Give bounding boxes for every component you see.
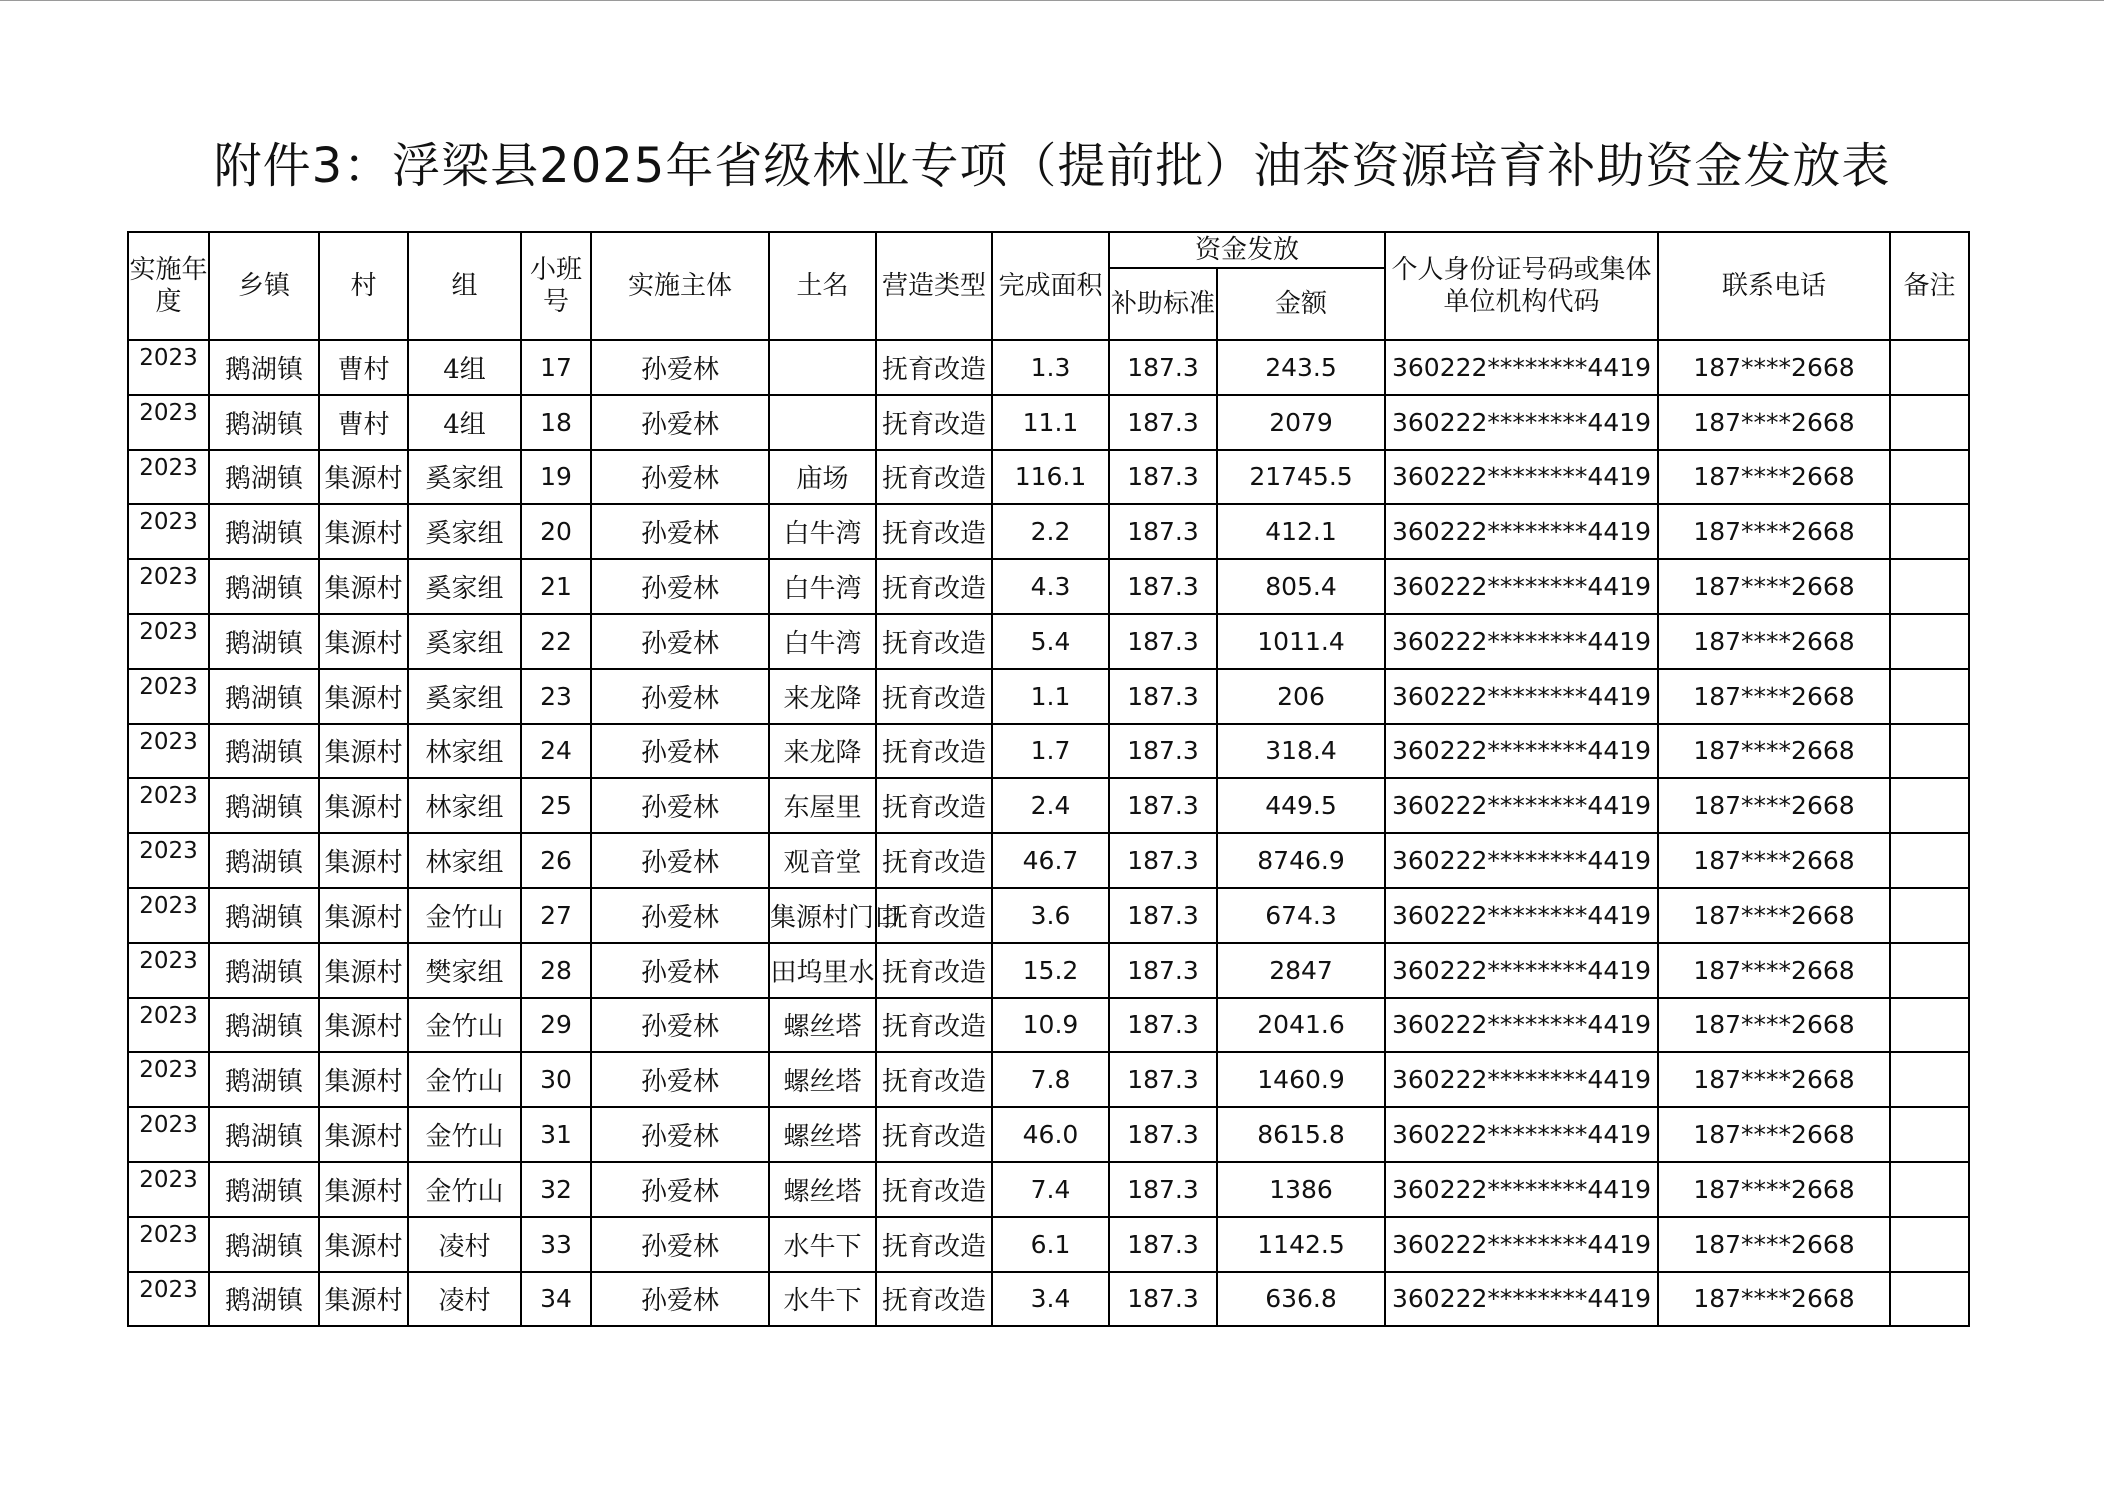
cell-plot: 24 xyxy=(521,724,591,779)
cell-amount: 805.4 xyxy=(1217,559,1385,614)
cell-standard: 187.3 xyxy=(1109,395,1217,450)
cell-phone: 187****2668 xyxy=(1658,778,1890,833)
header-note: 备注 xyxy=(1890,232,1969,340)
cell-land-name: 螺丝塔 xyxy=(769,1107,876,1162)
cell-group: 金竹山 xyxy=(408,1052,521,1107)
header-village: 村 xyxy=(319,232,408,340)
table-row xyxy=(128,1107,1969,1162)
cell-amount: 636.8 xyxy=(1217,1272,1385,1327)
cell-town: 鹅湖镇 xyxy=(209,833,319,888)
cell-standard: 187.3 xyxy=(1109,1272,1217,1327)
cell-amount: 1460.9 xyxy=(1217,1052,1385,1107)
cell-type: 抚育改造 xyxy=(876,998,992,1053)
cell-town: 鹅湖镇 xyxy=(209,1052,319,1107)
cell-village: 集源村 xyxy=(319,1272,408,1327)
cell-standard: 187.3 xyxy=(1109,833,1217,888)
cell-town: 鹅湖镇 xyxy=(209,669,319,724)
cell-type: 抚育改造 xyxy=(876,669,992,724)
cell-note xyxy=(1890,1272,1969,1327)
cell-id: 360222********4419 xyxy=(1385,724,1658,779)
cell-id: 360222********4419 xyxy=(1385,1217,1658,1272)
cell-id: 360222********4419 xyxy=(1385,943,1658,998)
cell-town: 鹅湖镇 xyxy=(209,559,319,614)
cell-subject: 孙爱林 xyxy=(591,395,769,450)
cell-standard: 187.3 xyxy=(1109,998,1217,1053)
cell-note xyxy=(1890,669,1969,724)
table-body xyxy=(128,340,1969,1326)
cell-phone: 187****2668 xyxy=(1658,724,1890,779)
cell-subject: 孙爱林 xyxy=(591,1217,769,1272)
cell-group: 林家组 xyxy=(408,778,521,833)
cell-phone: 187****2668 xyxy=(1658,1272,1890,1327)
cell-group: 林家组 xyxy=(408,724,521,779)
cell-land-name: 螺丝塔 xyxy=(769,1052,876,1107)
cell-year: 2023 xyxy=(128,1162,209,1217)
table-row xyxy=(128,1217,1969,1272)
table-row xyxy=(128,1272,1969,1327)
cell-note xyxy=(1890,833,1969,888)
cell-phone: 187****2668 xyxy=(1658,614,1890,669)
cell-phone: 187****2668 xyxy=(1658,998,1890,1053)
cell-phone: 187****2668 xyxy=(1658,669,1890,724)
cell-plot: 19 xyxy=(521,450,591,505)
cell-amount: 243.5 xyxy=(1217,340,1385,395)
cell-group: 金竹山 xyxy=(408,1107,521,1162)
cell-phone: 187****2668 xyxy=(1658,1107,1890,1162)
header-plot: 小班号 xyxy=(521,232,591,340)
cell-amount: 206 xyxy=(1217,669,1385,724)
cell-group: 樊家组 xyxy=(408,943,521,998)
cell-amount: 1386 xyxy=(1217,1162,1385,1217)
cell-village: 集源村 xyxy=(319,1217,408,1272)
cell-type: 抚育改造 xyxy=(876,450,992,505)
cell-subject: 孙爱林 xyxy=(591,998,769,1053)
cell-group: 奚家组 xyxy=(408,559,521,614)
cell-subject: 孙爱林 xyxy=(591,504,769,559)
cell-village: 集源村 xyxy=(319,833,408,888)
cell-subject: 孙爱林 xyxy=(591,833,769,888)
cell-group: 奚家组 xyxy=(408,450,521,505)
cell-village: 曹村 xyxy=(319,340,408,395)
subsidy-table xyxy=(127,231,1970,1327)
cell-type: 抚育改造 xyxy=(876,833,992,888)
cell-village: 集源村 xyxy=(319,1052,408,1107)
cell-year: 2023 xyxy=(128,559,209,614)
header-amount: 金额 xyxy=(1217,268,1385,340)
cell-type: 抚育改造 xyxy=(876,1052,992,1107)
cell-year: 2023 xyxy=(128,1272,209,1327)
cell-note xyxy=(1890,778,1969,833)
cell-type: 抚育改造 xyxy=(876,888,992,943)
cell-standard: 187.3 xyxy=(1109,340,1217,395)
cell-standard: 187.3 xyxy=(1109,614,1217,669)
page-top-border xyxy=(0,0,2104,1)
cell-plot: 17 xyxy=(521,340,591,395)
cell-year: 2023 xyxy=(128,504,209,559)
cell-area: 7.4 xyxy=(992,1162,1109,1217)
header-subject: 实施主体 xyxy=(591,232,769,340)
cell-land-name: 集源村门口 xyxy=(769,888,876,943)
cell-subject: 孙爱林 xyxy=(591,888,769,943)
cell-subject: 孙爱林 xyxy=(591,1162,769,1217)
cell-group: 金竹山 xyxy=(408,888,521,943)
cell-id: 360222********4419 xyxy=(1385,504,1658,559)
cell-town: 鹅湖镇 xyxy=(209,1107,319,1162)
cell-standard: 187.3 xyxy=(1109,559,1217,614)
cell-id: 360222********4419 xyxy=(1385,1272,1658,1327)
cell-village: 集源村 xyxy=(319,614,408,669)
cell-plot: 33 xyxy=(521,1217,591,1272)
cell-town: 鹅湖镇 xyxy=(209,888,319,943)
cell-village: 集源村 xyxy=(319,943,408,998)
cell-phone: 187****2668 xyxy=(1658,395,1890,450)
cell-land-name: 来龙降 xyxy=(769,724,876,779)
cell-plot: 18 xyxy=(521,395,591,450)
cell-subject: 孙爱林 xyxy=(591,614,769,669)
table-row xyxy=(128,559,1969,614)
cell-standard: 187.3 xyxy=(1109,888,1217,943)
cell-phone: 187****2668 xyxy=(1658,943,1890,998)
cell-phone: 187****2668 xyxy=(1658,450,1890,505)
cell-standard: 187.3 xyxy=(1109,669,1217,724)
header-group: 组 xyxy=(408,232,521,340)
cell-town: 鹅湖镇 xyxy=(209,1162,319,1217)
cell-plot: 29 xyxy=(521,998,591,1053)
cell-note xyxy=(1890,340,1969,395)
cell-town: 鹅湖镇 xyxy=(209,724,319,779)
cell-amount: 1011.4 xyxy=(1217,614,1385,669)
cell-amount: 8615.8 xyxy=(1217,1107,1385,1162)
cell-phone: 187****2668 xyxy=(1658,559,1890,614)
cell-note xyxy=(1890,614,1969,669)
cell-land-name: 螺丝塔 xyxy=(769,1162,876,1217)
cell-phone: 187****2668 xyxy=(1658,504,1890,559)
cell-standard: 187.3 xyxy=(1109,450,1217,505)
header-fund: 资金发放 xyxy=(1109,232,1385,268)
page-title: 附件3：浮梁县2025年省级林业专项（提前批）油茶资源培育补助资金发放表 xyxy=(213,138,1891,194)
cell-note xyxy=(1890,1107,1969,1162)
cell-town: 鹅湖镇 xyxy=(209,1217,319,1272)
cell-id: 360222********4419 xyxy=(1385,998,1658,1053)
cell-id: 360222********4419 xyxy=(1385,1107,1658,1162)
cell-id: 360222********4419 xyxy=(1385,395,1658,450)
cell-amount: 2079 xyxy=(1217,395,1385,450)
cell-type: 抚育改造 xyxy=(876,724,992,779)
table-row xyxy=(128,778,1969,833)
cell-type: 抚育改造 xyxy=(876,504,992,559)
cell-year: 2023 xyxy=(128,998,209,1053)
cell-year: 2023 xyxy=(128,614,209,669)
cell-area: 1.7 xyxy=(992,724,1109,779)
cell-type: 抚育改造 xyxy=(876,1162,992,1217)
cell-id: 360222********4419 xyxy=(1385,614,1658,669)
cell-village: 集源村 xyxy=(319,724,408,779)
cell-note xyxy=(1890,1217,1969,1272)
cell-standard: 187.3 xyxy=(1109,1217,1217,1272)
cell-note xyxy=(1890,1052,1969,1107)
cell-year: 2023 xyxy=(128,778,209,833)
cell-amount: 449.5 xyxy=(1217,778,1385,833)
cell-phone: 187****2668 xyxy=(1658,1162,1890,1217)
cell-group: 凌村 xyxy=(408,1272,521,1327)
cell-area: 6.1 xyxy=(992,1217,1109,1272)
cell-phone: 187****2668 xyxy=(1658,1052,1890,1107)
cell-type: 抚育改造 xyxy=(876,340,992,395)
cell-land-name: 水牛下 xyxy=(769,1272,876,1327)
cell-note xyxy=(1890,724,1969,779)
table-row xyxy=(128,724,1969,779)
cell-year: 2023 xyxy=(128,450,209,505)
cell-village: 集源村 xyxy=(319,1162,408,1217)
cell-note xyxy=(1890,395,1969,450)
cell-plot: 22 xyxy=(521,614,591,669)
cell-amount: 2847 xyxy=(1217,943,1385,998)
cell-area: 2.4 xyxy=(992,778,1109,833)
cell-area: 3.6 xyxy=(992,888,1109,943)
cell-type: 抚育改造 xyxy=(876,395,992,450)
cell-subject: 孙爱林 xyxy=(591,1272,769,1327)
cell-village: 集源村 xyxy=(319,778,408,833)
cell-area: 116.1 xyxy=(992,450,1109,505)
cell-phone: 187****2668 xyxy=(1658,340,1890,395)
cell-group: 金竹山 xyxy=(408,1162,521,1217)
table-row xyxy=(128,614,1969,669)
cell-land-name xyxy=(769,395,876,450)
header-land-name: 土名 xyxy=(769,232,876,340)
cell-area: 46.0 xyxy=(992,1107,1109,1162)
cell-town: 鹅湖镇 xyxy=(209,1272,319,1327)
cell-year: 2023 xyxy=(128,669,209,724)
cell-id: 360222********4419 xyxy=(1385,1162,1658,1217)
cell-note xyxy=(1890,998,1969,1053)
table-row xyxy=(128,669,1969,724)
cell-plot: 31 xyxy=(521,1107,591,1162)
cell-area: 2.2 xyxy=(992,504,1109,559)
cell-subject: 孙爱林 xyxy=(591,450,769,505)
cell-group: 金竹山 xyxy=(408,998,521,1053)
cell-land-name: 来龙降 xyxy=(769,669,876,724)
cell-standard: 187.3 xyxy=(1109,943,1217,998)
header-area: 完成面积 xyxy=(992,232,1109,340)
cell-area: 11.1 xyxy=(992,395,1109,450)
table-row xyxy=(128,888,1969,943)
cell-plot: 28 xyxy=(521,943,591,998)
table-row xyxy=(128,450,1969,505)
cell-plot: 26 xyxy=(521,833,591,888)
cell-land-name: 白牛湾 xyxy=(769,504,876,559)
cell-amount: 318.4 xyxy=(1217,724,1385,779)
cell-village: 集源村 xyxy=(319,450,408,505)
cell-note xyxy=(1890,888,1969,943)
cell-standard: 187.3 xyxy=(1109,504,1217,559)
header-standard: 补助标准 xyxy=(1109,268,1217,340)
cell-standard: 187.3 xyxy=(1109,1162,1217,1217)
cell-village: 集源村 xyxy=(319,998,408,1053)
header-year: 实施年度 xyxy=(128,232,209,340)
cell-type: 抚育改造 xyxy=(876,614,992,669)
cell-year: 2023 xyxy=(128,833,209,888)
cell-group: 奚家组 xyxy=(408,614,521,669)
cell-village: 集源村 xyxy=(319,504,408,559)
cell-area: 3.4 xyxy=(992,1272,1109,1327)
cell-type: 抚育改造 xyxy=(876,778,992,833)
cell-subject: 孙爱林 xyxy=(591,559,769,614)
cell-id: 360222********4419 xyxy=(1385,833,1658,888)
table-row xyxy=(128,340,1969,395)
cell-amount: 2041.6 xyxy=(1217,998,1385,1053)
cell-town: 鹅湖镇 xyxy=(209,998,319,1053)
cell-plot: 27 xyxy=(521,888,591,943)
cell-subject: 孙爱林 xyxy=(591,943,769,998)
cell-year: 2023 xyxy=(128,340,209,395)
table-row xyxy=(128,943,1969,998)
cell-town: 鹅湖镇 xyxy=(209,395,319,450)
cell-land-name: 白牛湾 xyxy=(769,559,876,614)
cell-town: 鹅湖镇 xyxy=(209,943,319,998)
cell-plot: 34 xyxy=(521,1272,591,1327)
cell-amount: 1142.5 xyxy=(1217,1217,1385,1272)
cell-subject: 孙爱林 xyxy=(591,1107,769,1162)
cell-land-name xyxy=(769,340,876,395)
cell-group: 4组 xyxy=(408,340,521,395)
cell-land-name: 东屋里 xyxy=(769,778,876,833)
cell-year: 2023 xyxy=(128,888,209,943)
cell-land-name: 观音堂 xyxy=(769,833,876,888)
cell-amount: 8746.9 xyxy=(1217,833,1385,888)
cell-id: 360222********4419 xyxy=(1385,778,1658,833)
table-row xyxy=(128,504,1969,559)
cell-phone: 187****2668 xyxy=(1658,833,1890,888)
cell-amount: 674.3 xyxy=(1217,888,1385,943)
cell-amount: 412.1 xyxy=(1217,504,1385,559)
cell-village: 集源村 xyxy=(319,1107,408,1162)
cell-town: 鹅湖镇 xyxy=(209,778,319,833)
cell-land-name: 庙场 xyxy=(769,450,876,505)
cell-year: 2023 xyxy=(128,724,209,779)
cell-village: 曹村 xyxy=(319,395,408,450)
cell-group: 凌村 xyxy=(408,1217,521,1272)
cell-land-name: 螺丝塔 xyxy=(769,998,876,1053)
table-row xyxy=(128,998,1969,1053)
cell-area: 1.3 xyxy=(992,340,1109,395)
cell-phone: 187****2668 xyxy=(1658,1217,1890,1272)
cell-standard: 187.3 xyxy=(1109,778,1217,833)
cell-type: 抚育改造 xyxy=(876,1107,992,1162)
cell-standard: 187.3 xyxy=(1109,1107,1217,1162)
cell-village: 集源村 xyxy=(319,669,408,724)
cell-year: 2023 xyxy=(128,943,209,998)
cell-note xyxy=(1890,1162,1969,1217)
cell-note xyxy=(1890,943,1969,998)
cell-id: 360222********4419 xyxy=(1385,888,1658,943)
cell-land-name: 田坞里水 xyxy=(769,943,876,998)
cell-standard: 187.3 xyxy=(1109,724,1217,779)
cell-note xyxy=(1890,450,1969,505)
cell-village: 集源村 xyxy=(319,888,408,943)
cell-subject: 孙爱林 xyxy=(591,1052,769,1107)
cell-plot: 20 xyxy=(521,504,591,559)
table-row xyxy=(128,1052,1969,1107)
cell-plot: 30 xyxy=(521,1052,591,1107)
cell-type: 抚育改造 xyxy=(876,943,992,998)
header-town: 乡镇 xyxy=(209,232,319,340)
table-row xyxy=(128,1162,1969,1217)
cell-note xyxy=(1890,504,1969,559)
cell-phone: 187****2668 xyxy=(1658,888,1890,943)
cell-id: 360222********4419 xyxy=(1385,669,1658,724)
cell-note xyxy=(1890,559,1969,614)
cell-plot: 21 xyxy=(521,559,591,614)
table-row xyxy=(128,395,1969,450)
cell-year: 2023 xyxy=(128,1107,209,1162)
cell-type: 抚育改造 xyxy=(876,1272,992,1327)
cell-plot: 32 xyxy=(521,1162,591,1217)
cell-subject: 孙爱林 xyxy=(591,724,769,779)
cell-area: 4.3 xyxy=(992,559,1109,614)
cell-area: 15.2 xyxy=(992,943,1109,998)
header-type: 营造类型 xyxy=(876,232,992,340)
header-phone: 联系电话 xyxy=(1658,232,1890,340)
cell-id: 360222********4419 xyxy=(1385,450,1658,505)
cell-amount: 21745.5 xyxy=(1217,450,1385,505)
cell-land-name: 水牛下 xyxy=(769,1217,876,1272)
cell-area: 7.8 xyxy=(992,1052,1109,1107)
table-header xyxy=(128,232,1969,340)
cell-land-name: 白牛湾 xyxy=(769,614,876,669)
cell-plot: 25 xyxy=(521,778,591,833)
cell-type: 抚育改造 xyxy=(876,1217,992,1272)
cell-subject: 孙爱林 xyxy=(591,340,769,395)
cell-group: 4组 xyxy=(408,395,521,450)
cell-village: 集源村 xyxy=(319,559,408,614)
cell-group: 奚家组 xyxy=(408,669,521,724)
cell-subject: 孙爱林 xyxy=(591,778,769,833)
cell-year: 2023 xyxy=(128,395,209,450)
cell-town: 鹅湖镇 xyxy=(209,450,319,505)
cell-area: 10.9 xyxy=(992,998,1109,1053)
header-id: 个人身份证号码或集体单位机构代码 xyxy=(1385,232,1658,340)
cell-area: 1.1 xyxy=(992,669,1109,724)
table-row xyxy=(128,833,1969,888)
cell-type: 抚育改造 xyxy=(876,559,992,614)
cell-area: 5.4 xyxy=(992,614,1109,669)
cell-year: 2023 xyxy=(128,1052,209,1107)
cell-subject: 孙爱林 xyxy=(591,669,769,724)
cell-id: 360222********4419 xyxy=(1385,1052,1658,1107)
cell-group: 林家组 xyxy=(408,833,521,888)
cell-id: 360222********4419 xyxy=(1385,340,1658,395)
cell-town: 鹅湖镇 xyxy=(209,340,319,395)
cell-town: 鹅湖镇 xyxy=(209,614,319,669)
cell-plot: 23 xyxy=(521,669,591,724)
cell-town: 鹅湖镇 xyxy=(209,504,319,559)
cell-group: 奚家组 xyxy=(408,504,521,559)
cell-year: 2023 xyxy=(128,1217,209,1272)
cell-id: 360222********4419 xyxy=(1385,559,1658,614)
cell-area: 46.7 xyxy=(992,833,1109,888)
cell-standard: 187.3 xyxy=(1109,1052,1217,1107)
